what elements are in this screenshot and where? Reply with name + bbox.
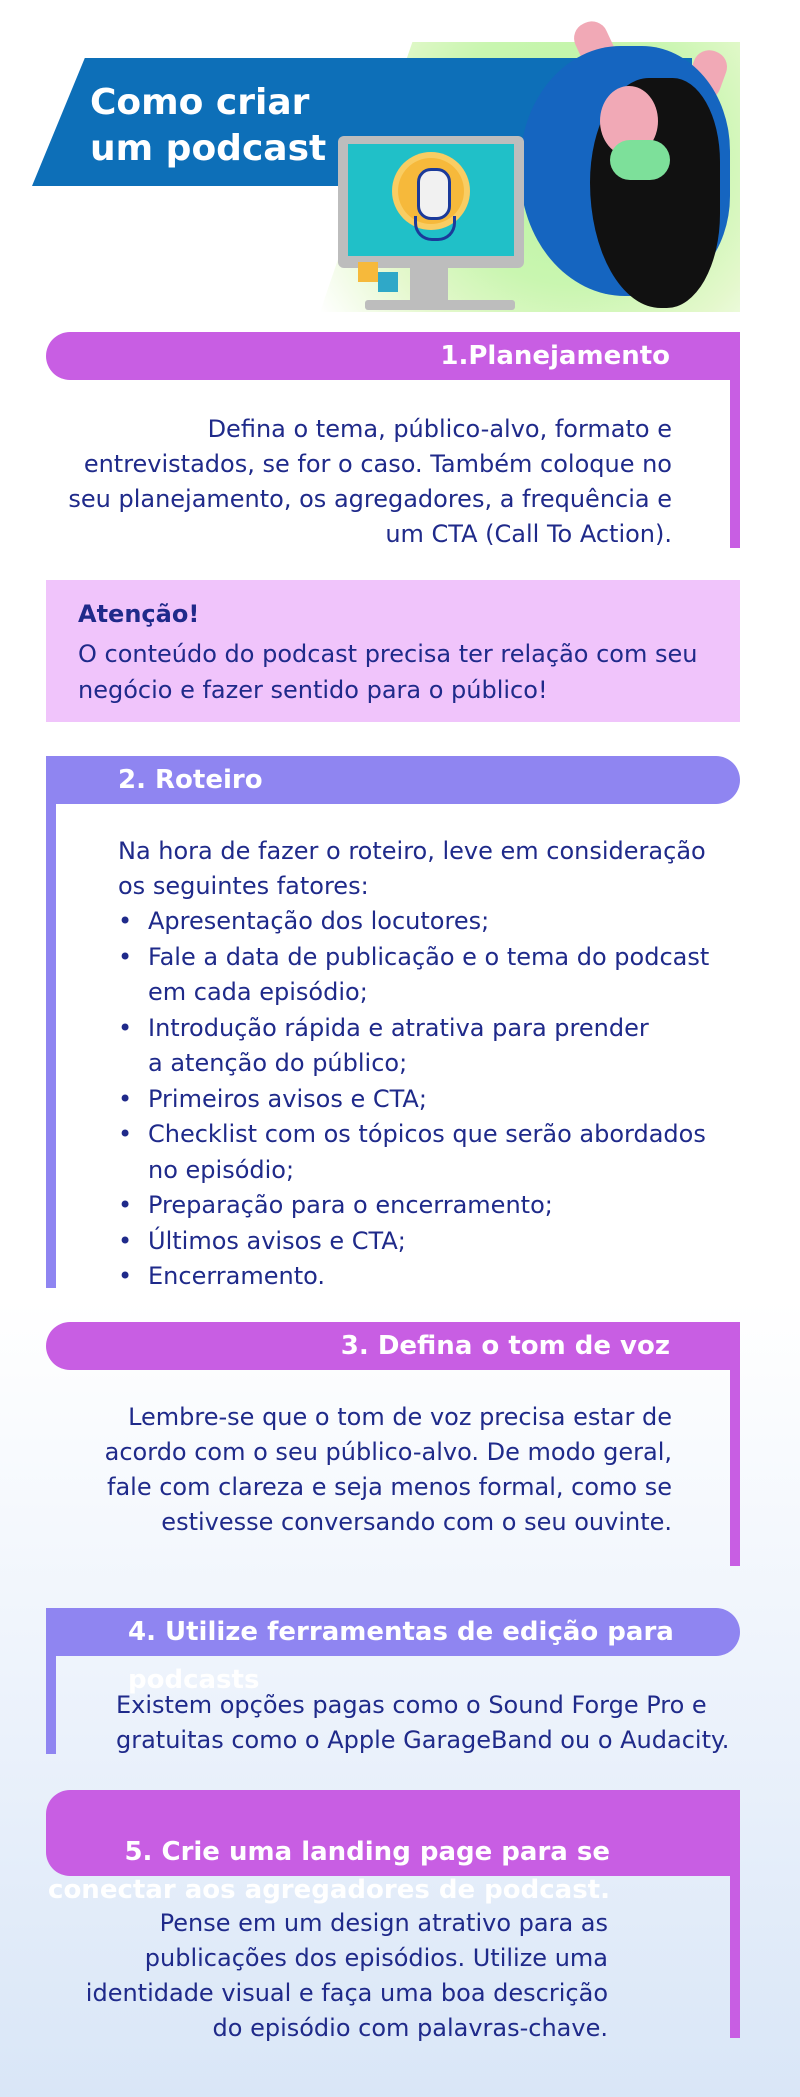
decorative-square-yellow: [358, 262, 378, 282]
attention-body: O conteúdo do podcast precisa ter relação com seu negócio e fazer sentido para o público!: [78, 640, 698, 704]
bullet-icon: •: [118, 1262, 133, 1290]
page-title: Como criar um podcast: [90, 82, 327, 169]
section-planejamento-rail: [730, 340, 740, 548]
bullet-icon: •: [118, 907, 133, 935]
section-ferramentas-body: Existem opções pagas como o Sound Forge Pro e gratuitas como o Apple GarageBand ou o Audacity.: [116, 1691, 730, 1754]
section-roteiro-intro: Na hora de fazer o roteiro, leve em consideração os seguintes fatores:: [118, 837, 706, 900]
list-item: • Preparação para o encerramento;: [118, 1188, 709, 1224]
list-item: • Encerramento.: [118, 1259, 709, 1295]
section-landing-page-title: 5. Crie uma landing page para se conectar aos agregadores de podcast.: [48, 1837, 610, 1905]
section-landing-page-body: Pense em um design atrativo para as publicações dos episódios. Utilize uma identidade visual e faça uma boa descrição do episódio com palavras-chave.: [85, 1909, 608, 2042]
bullet-icon: •: [118, 1084, 133, 1113]
decorative-square-teal: [378, 272, 398, 292]
section-ferramentas-title: 4. Utilize ferramentas de edição para podcasts: [128, 1617, 674, 1695]
section-tom-de-voz-body: Lembre-se que o tom de voz precisa estar de acordo com o seu público-alvo. De modo geral, fale com clareza e seja menos formal, como se estivesse conversando com o seu ouvinte.: [104, 1403, 672, 1536]
section-planejamento-title: 1.Planejamento: [440, 341, 670, 371]
bullet-icon: •: [118, 1013, 133, 1042]
section-landing-page-header: [46, 1790, 740, 1905]
bullet-icon: •: [118, 1226, 133, 1255]
person-shirt-illustration: [610, 140, 670, 180]
list-item: • Apresentação dos locutores;: [118, 904, 709, 940]
section-roteiro-title: 2. Roteiro: [118, 765, 263, 795]
section-planejamento-body: Defina o tema, público-alvo, formato e entrevistados, se for o caso. Também coloque no seu planejamento, os agregadores, a frequência e um CTA (Call To Action).: [68, 415, 672, 548]
bullet-icon: •: [118, 1191, 133, 1219]
bullet-icon: •: [118, 942, 133, 971]
monitor-stand: [410, 268, 448, 302]
list-item: • Fale a data de publicação e o tema do podcast em cada episódio;: [118, 940, 709, 1011]
section-ferramentas-header: [46, 1608, 740, 1695]
microphone-icon: [417, 168, 451, 220]
section-roteiro-rail: [46, 764, 56, 1288]
section-landing-page-rail: [730, 1798, 740, 2038]
attention-title: Atenção!: [78, 600, 200, 628]
monitor-base: [365, 300, 515, 310]
section-tom-de-voz-rail: [730, 1330, 740, 1566]
list-item: • Últimos avisos e CTA;: [118, 1224, 709, 1260]
section-tom-de-voz-title: 3. Defina o tom de voz: [340, 1331, 670, 1361]
roteiro-list: [118, 904, 709, 1295]
list-item: • Introdução rápida e atrativa para prender a atenção do público;: [118, 1011, 709, 1082]
section-roteiro-header: [46, 756, 740, 804]
bullet-icon: •: [118, 1120, 133, 1148]
section-ferramentas-rail: [46, 1616, 56, 1754]
section-planejamento-header: [46, 332, 740, 380]
section-tom-de-voz-header: [46, 1322, 740, 1370]
list-item: • Checklist com os tópicos que serão abordados no episódio;: [118, 1117, 709, 1188]
list-item: • Primeiros avisos e CTA;: [118, 1082, 709, 1118]
